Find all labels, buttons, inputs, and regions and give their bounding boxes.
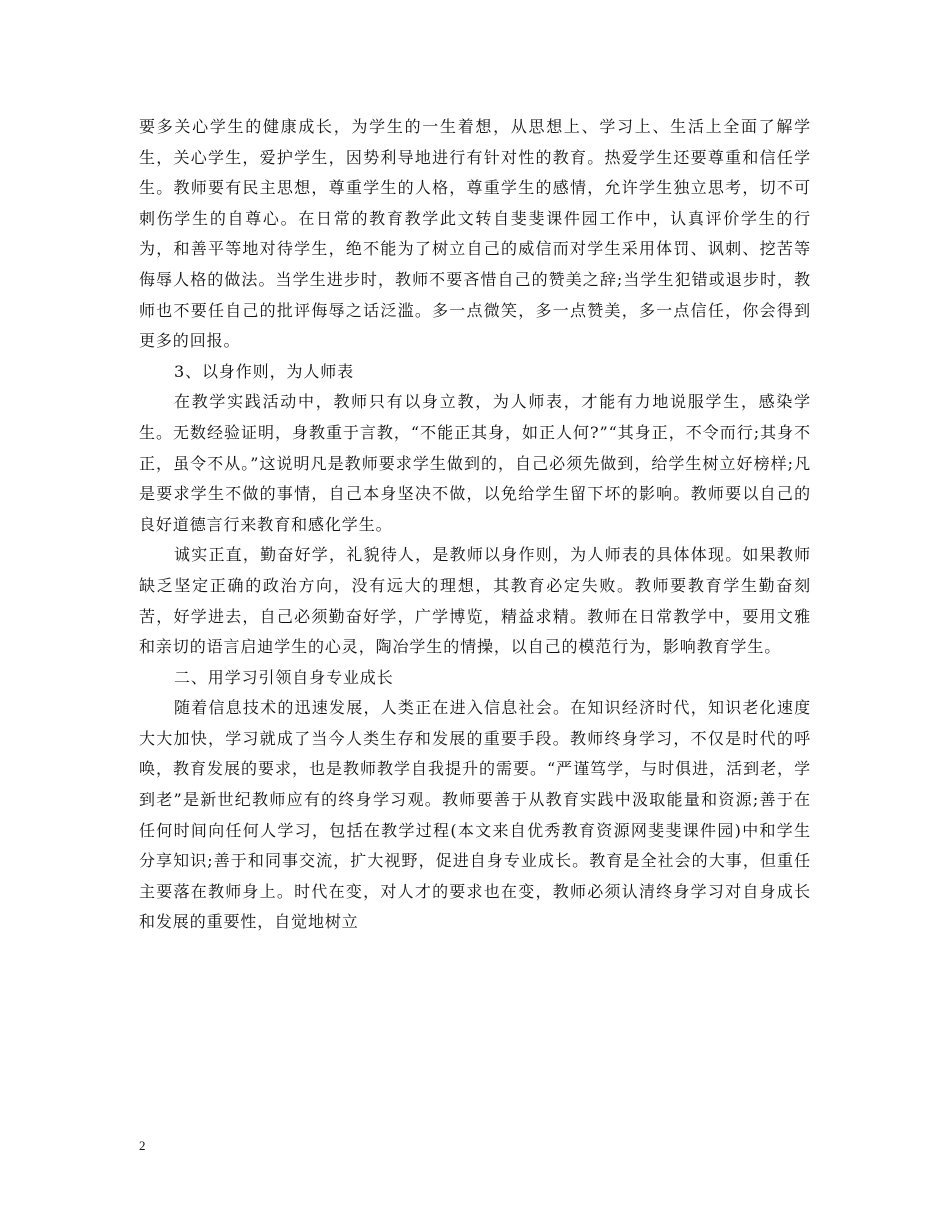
paragraph-caring-students: 要多关心学生的健康成长，为学生的一生着想，从思想上、学习上、生活上全面了解学生，关心学生，爱护学生，因势利导地进行有针对性的教育。热爱学生还要尊重和信任学生。教师要有民主思想，尊重学生的人格，尊重学生的感情，允许学生独立思考，切不可刺伤学生的自尊心。在日常的教育教学此文转自斐斐课件园工作中，认真评价学生的行为，和善平等地对待学生，绝不能为了树立自己的威信而对学生采用体罚、讽刺、挖苦等侮辱人格的做法。当学生进步时，教师不要吝惜自己的赞美之辞;当学生犯错或退步时，教师也不要任自己的批评侮辱之话泛滥。多一点微笑，多一点赞美，多一点信任，你会得到更多的回报。 <box>139 117 811 351</box>
body-text <box>139 112 811 938</box>
paragraph-lifelong-learning: 随着信息技术的迅速发展，人类正在进入信息社会。在知识经济时代，知识老化速度大大加快，学习就成了当今人类生存和发展的重要手段。教师终身学习，不仅是时代的呼唤，教育发展的要求，也是教师教学自我提升的需要。“严谨笃学，与时俱进，活到老，学到老”是新世纪教师应有的终身学习观。教师要善于从教育实践中汲取能量和资源;善于在任何时间向任何人学习，包括在教学过程(本文来自优秀教育资源网斐斐课件园)中和学生分享知识;善于和同事交流，扩大视野，促进自身专业成长。教育是全社会的大事，但重任主要落在教师身上。时代在变，对人才的要求也在变，教师必须认清终身学习对自身成长和发展的重要性，自觉地树立 <box>139 698 811 932</box>
heading-lead-by-example: 3、以身作则，为人师表 <box>174 361 355 381</box>
page-number: 2 <box>139 1138 146 1153</box>
paragraph-teaching-practice: 在教学实践活动中，教师只有以身立教，为人师表，才能有力地说服学生，感染学生。无数经验证明，身教重于言教，“不能正其身，如正人何?”“其身正，不令而行;其身不正，虽令不从。”这说明凡是教师要求学生做到的，自己必须先做到，给学生树立好榜样;凡是要求学生不做的事情，自己本身坚决不做，以免给学生留下坏的影响。教师要以自己的良好道德言行来教育和感化学生。 <box>139 392 811 534</box>
heading-learning-growth: 二、用学习引领自身专业成长 <box>174 667 394 687</box>
paragraph-honesty-diligence: 诚实正直，勤奋好学，礼貌待人，是教师以身作则，为人师表的具体体现。如果教师缺乏坚定正确的政治方向，没有远大的理想，其教育必定失败。教师要教育学生勤奋刻苦，好学进去，自己必须勤奋好学，广学博览，精益求精。教师在日常教学中，要用文雅和亲切的语言启迪学生的心灵，陶冶学生的情操，以自己的模范行为，影响教育学生。 <box>139 545 811 657</box>
